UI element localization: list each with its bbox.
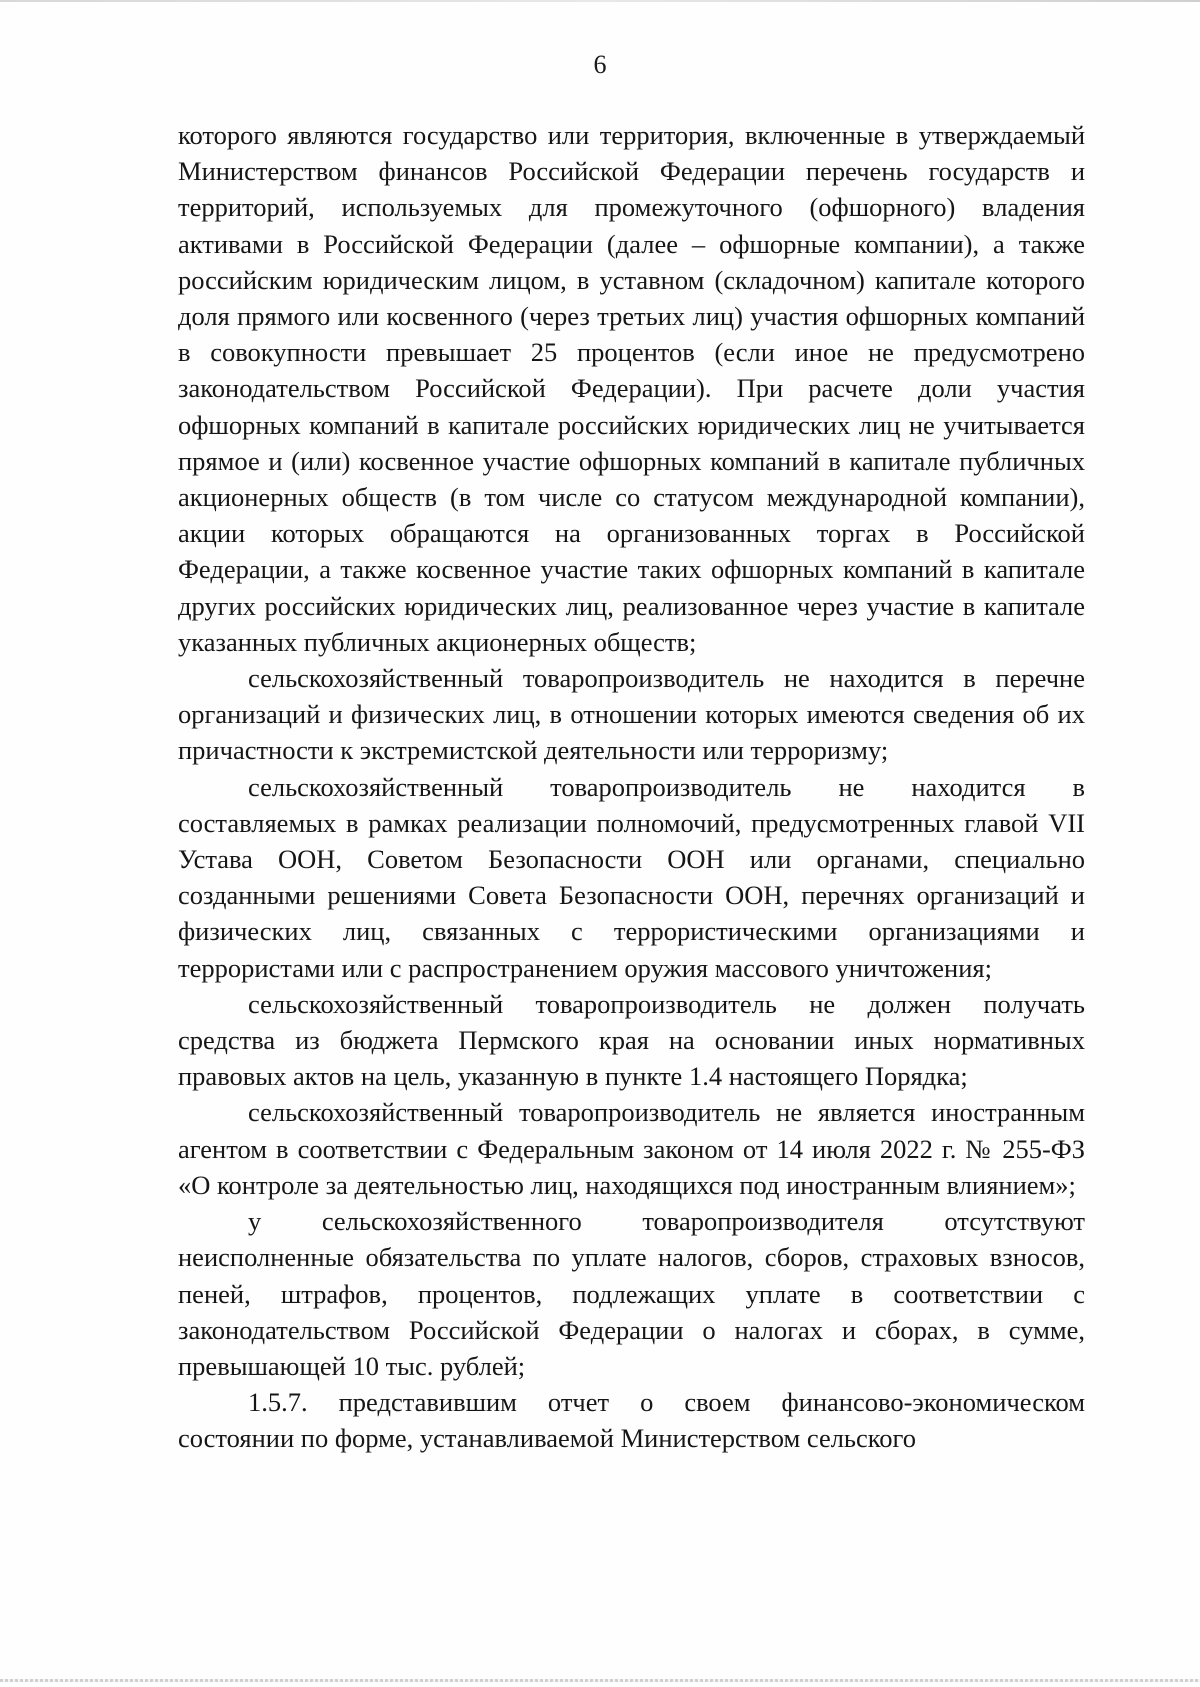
paragraph-extremism-list: сельскохозяйственный товаропроизводитель не находится в перечне организаций и физических лиц, в отношении которых имеются сведения об их причастности к экстремистской деятельности или терроризму; [178, 663, 1085, 766]
paragraph-offshore-companies: которого являются государство или территория, включенные в утверждаемый Министерством финансов Российской Федерации перечень государств и территорий, используемых для промежуточного (офшорного) владения активами в Российской Федерации (далее – офшорные компании), а также российским юридическим лицом, в уставном (складочном) капитале которого доля прямого или косвенного (через третьих лиц) участия офшорных компаний в совокупности превышает 25 процентов (если иное не предусмотрено законодательством Российской Федерации). При расчете доли участия офшорных компаний в капитале российских юридических лиц не учитывается прямое и (или) косвенное участие офшорных компаний в капитале публичных акционерных обществ (в том числе со статусом международной компании), акции которых обращаются на организованных торгах в Российской Федерации, а также косвенное участие таких офшорных компаний в капитале других российских юридических лиц, реализованное через участие в капитале указанных публичных акционерных обществ; [178, 120, 1085, 657]
scan-bottom-edge [0, 1679, 1200, 1682]
paragraph-tax-obligations: у сельскохозяйственного товаропроизводителя отсутствуют неисполненные обязательства по уплате налогов, сборов, страховых взносов, пеней, штрафов, процентов, подлежащих уплате в соответствии с законодательством Российской Федерации о налогах и сборах, в сумме, превышающей 10 тыс. рублей; [178, 1206, 1085, 1381]
page-number: 6 [593, 50, 607, 79]
paragraph-un-sanctions-list: сельскохозяйственный товаропроизводитель не находится в составляемых в рамках реализации полномочий, предусмотренных главой VII Устава ООН, Советом Безопасности ООН или органами, специально созданными решениями Совета Безопасности ООН, перечнях организаций и физических лиц, связанных с террористическими организациями и террористами или с распространением оружия массового уничтожения; [178, 771, 1085, 983]
paragraph-budget-funds: сельскохозяйственный товаропроизводитель не должен получать средства из бюджета Пермского края на основании иных нормативных правовых актов на цель, указанную в пункте 1.4 настоящего Порядка; [178, 988, 1085, 1092]
document-body [178, 117, 1085, 1457]
paragraph-1-5-7-report: 1.5.7. представившим отчет о своем финансово-экономическом состоянии по форме, устанавливаемой Министерством сельского [178, 1387, 1085, 1454]
paragraph-foreign-agent: сельскохозяйственный товаропроизводитель не является иностранным агентом в соответствии с Федеральным законом от 14 июля 2022 г. № 255-ФЗ «О контроле за деятельностью лиц, находящихся под иностранным влиянием»; [178, 1097, 1085, 1200]
scan-top-edge [0, 0, 1200, 2]
